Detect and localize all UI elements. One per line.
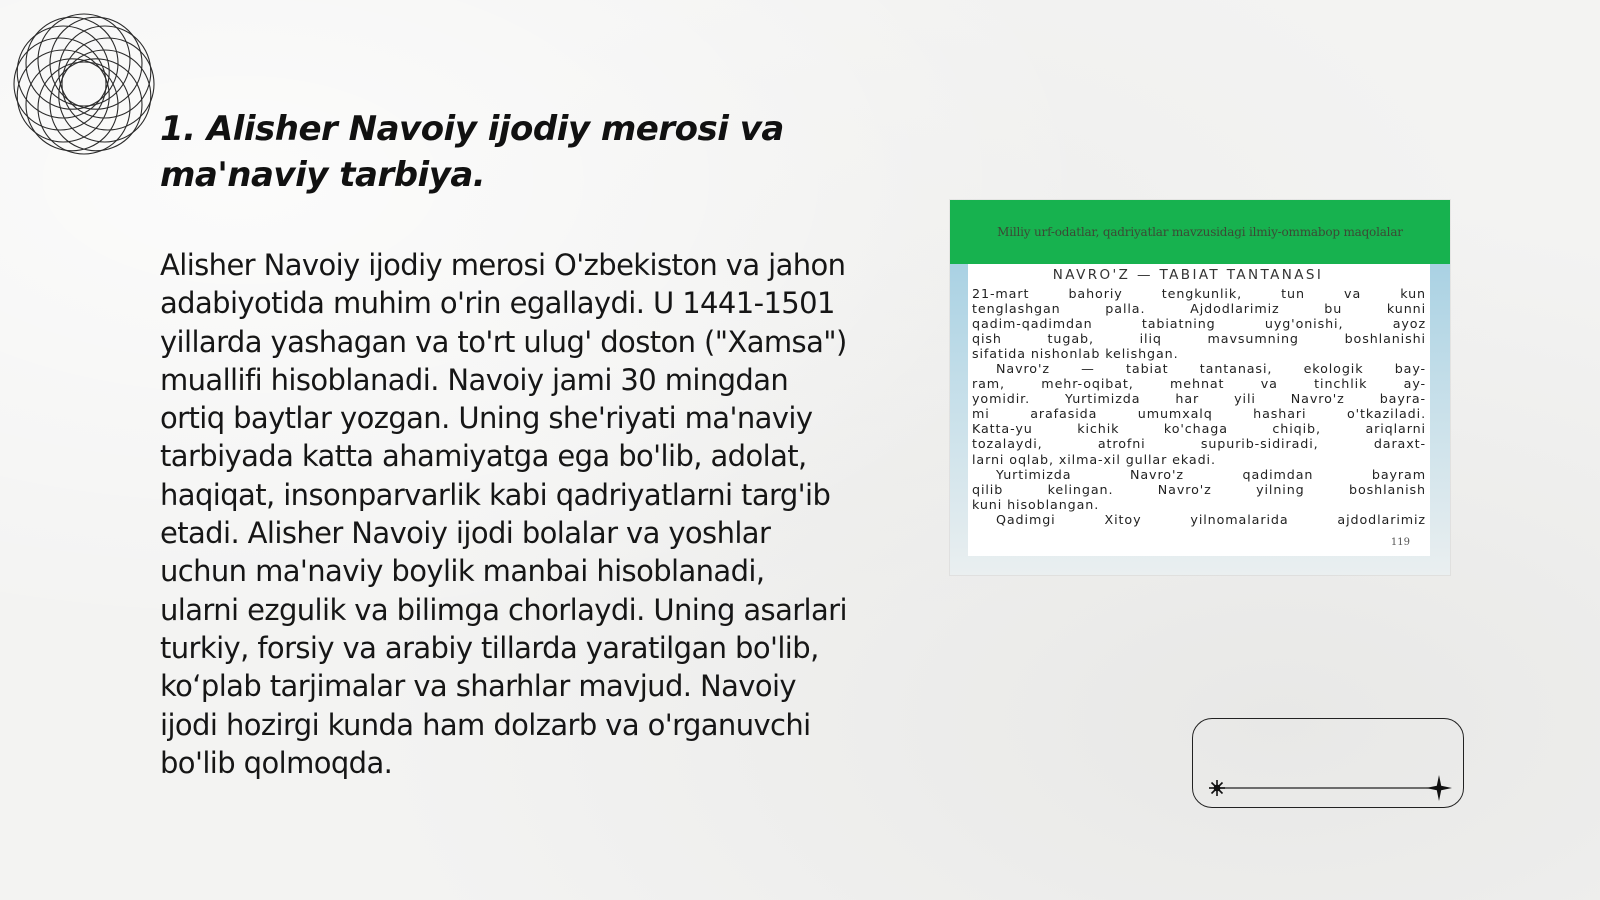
- textbook-line: tenglashgan palla. Ajdodlarimiz bu kunni: [972, 301, 1426, 317]
- slide-body-text: Alisher Navoiy ijodiy merosi O'zbekiston va jahon adabiyotida muhim o'rin egallaydi. U 1441-1501 yillarda yashagan va to'rt ulug' doston ("Xamsa") muallifi hisoblanadi. Navoiy jami 30 mingdan ortiq baytlar yozgan. Uning she'riyati ma'naviy tarbiyada katta ahamiyatga ega bo'lib, adolat, haqiqat, insonparvarlik kabi qadriyatlarni targ'ib etadi. Alisher Navoiy ijodi bolalar va yoshlar uchun ma'naviy boylik manbai hisoblanadi, ularni ezgulik va bilimga chorlaydi. Uning asarlari turkiy, forsiy va arabiy tillarda yaratilgan bo'lib, ko‘plab tarjimalar va sharhlar mavjud. Navoiy ijodi hozirgi kunda ham dolzarb va o'rganuvchi bo'lib qolmoqda.: [160, 248, 847, 780]
- textbook-line: tozalaydi, atrofni supurib-sidiradi, daraxt-: [972, 436, 1426, 452]
- textbook-line: Navro'z — tabiat tantanasi, ekologik bay-: [996, 361, 1426, 377]
- textbook-line: yomidir. Yurtimizda har yili Navro'z bayra-: [972, 391, 1426, 407]
- textbook-line: Katta-yu kichik ko'chaga chiqib, ariqlarni: [972, 421, 1426, 437]
- textbook-line: qilib kelingan. Navro'z yilning boshlanish: [972, 481, 1426, 497]
- textbook-line: 21-mart bahoriy tengkunlik, tun va kun: [972, 286, 1426, 301]
- decorative-card: [1192, 718, 1464, 808]
- slide-title: 1. Alisher Navoiy ijodiy merosi va ma'naviy tarbiya.: [160, 109, 784, 195]
- textbook-header-text: Milliy urf-odatlar, qadriyatlar mavzusidagi ilmiy-ommabop maqolalar: [997, 225, 1403, 239]
- textbook-line: larni oqlab, xilma-xil gullar ekadi.: [972, 451, 1216, 467]
- textbook-line: sifatida nishonlab kelishgan.: [972, 346, 1179, 362]
- textbook-line: Yurtimizda Navro'z qadimdan bayram: [996, 466, 1426, 482]
- textbook-text-block: [972, 286, 1426, 527]
- textbook-line: mi arafasida umumxalq hashari o'tkaziladi.: [972, 406, 1426, 422]
- textbook-line: Qadimgi Xitoy yilnomalarida ajdodlarimiz: [996, 511, 1426, 527]
- textbook-page: [968, 264, 1430, 556]
- textbook-line: qadim-qadimdan tabiatning uyg'onishi, ayoz: [972, 316, 1426, 332]
- decorative-line: [1193, 719, 1465, 809]
- cross-star-icon: [1426, 775, 1452, 801]
- sparkle-icon: [1209, 780, 1225, 796]
- textbook-page-image: [950, 200, 1450, 575]
- circle-rosette-icon: [10, 10, 158, 158]
- textbook-page-title: NAVRO'Z — TABIAT TANTANASI: [1052, 267, 1324, 283]
- textbook-header-band: [950, 200, 1450, 264]
- textbook-line: qish tugab, iliq mavsumning boshlanishi: [972, 331, 1426, 347]
- textbook-page-number: 119: [1390, 537, 1410, 548]
- textbook-line: ram, mehr-oqibat, mehnat va tinchlik ay-: [972, 376, 1426, 392]
- textbook-line: kuni hisoblangan.: [972, 496, 1100, 512]
